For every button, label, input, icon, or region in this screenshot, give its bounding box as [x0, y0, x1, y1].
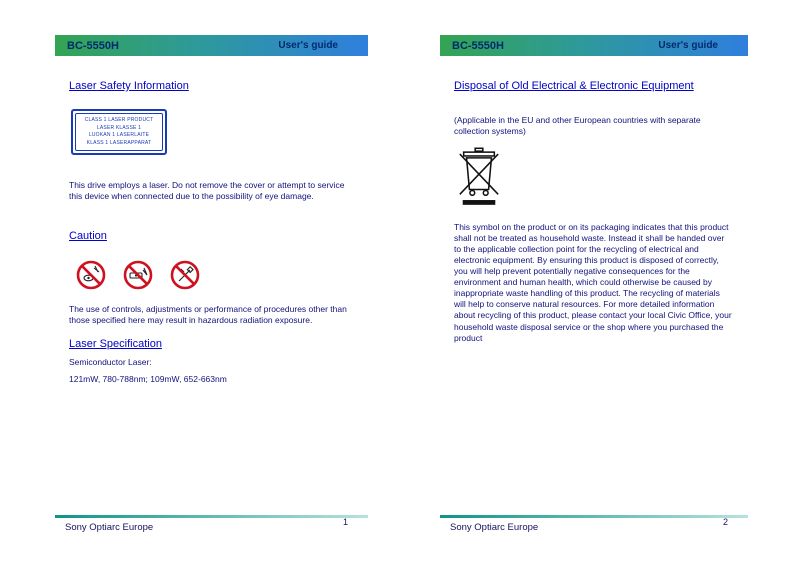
- page1-content: [55, 80, 368, 384]
- no-beam-contact-icon: [122, 259, 154, 291]
- laser-spec-line-1: Semiconductor Laser:: [69, 357, 152, 368]
- page-number: 2: [722, 517, 728, 527]
- page1-header-bar: [55, 35, 368, 56]
- laser-specification-heading: Laser Specification: [69, 338, 162, 351]
- laser-label-line-3: LUOKAN 1 LASERLAITE: [88, 132, 150, 138]
- users-guide-label: User's guide: [278, 40, 338, 51]
- laser-label-line-1: CLASS 1 LASER PRODUCT: [84, 117, 154, 123]
- page2-header-bar: [440, 35, 748, 56]
- laser-safety-body: This drive employs a laser. Do not remove the cover or attempt to service this device when connected due to the possibility of eye damage.: [69, 180, 345, 202]
- laser-label-line-4: KLASS 1 LASERAPPARAT: [86, 139, 152, 146]
- caution-heading: Caution: [69, 230, 107, 243]
- footer-row: [55, 518, 368, 533]
- footer-row: [440, 518, 748, 533]
- caution-body: The use of controls, adjustments or performance of procedures other than those specified here may result in hazardous radiation exposure.: [69, 304, 347, 326]
- laser-class-label-box: [71, 109, 167, 155]
- laser-label-line-2: LASER KLASSE 1: [96, 124, 142, 131]
- disposal-heading: Disposal of Old Electrical & Electronic Equipment: [454, 80, 694, 92]
- page2-content: [440, 80, 748, 344]
- page-1: [55, 35, 368, 545]
- no-eye-exposure-icon: [75, 259, 107, 291]
- page2-footer: [440, 515, 748, 533]
- footer-company: Sony Optiarc Europe: [65, 522, 154, 533]
- weee-symbol-wrap: [454, 147, 734, 214]
- page-number: 1: [342, 517, 348, 527]
- users-guide-label: User's guide: [658, 40, 718, 51]
- disposal-body: This symbol on the product or on its packaging indicates that this product shall not be treated as household waste. Instead it shall be handed over to the applicable collection point for the recycling of electrical and electronic equipment. By ensuring this product is disposed of correctly, you will help prevent potentially negative consequences for the environment and human health, which could otherwise be caused by inappropriate waste handling of this product. The recycling of materials will help to conserve natural resources. For more detailed information about recycling of this product, please contact your local Civic Office, your household waste disposal service or the shop where you purchased the product: [454, 222, 732, 343]
- model-label: BC-5550H: [67, 39, 119, 52]
- page1-footer: [55, 515, 368, 533]
- laser-safety-heading: Laser Safety Information: [69, 80, 189, 92]
- page-2: [440, 35, 748, 545]
- no-disassembly-icon: [169, 259, 201, 291]
- weee-crossed-bin-icon: [456, 196, 502, 213]
- laser-class-label-inner: [75, 113, 163, 151]
- laser-spec-line-2: 121mW, 780-788nm; 109mW, 652-663nm: [69, 374, 227, 385]
- model-label: BC-5550H: [452, 39, 504, 52]
- caution-icons-row: [69, 259, 354, 291]
- disposal-applicability-note: (Applicable in the EU and other European countries with separate collection systems): [454, 115, 701, 137]
- footer-company: Sony Optiarc Europe: [450, 522, 539, 533]
